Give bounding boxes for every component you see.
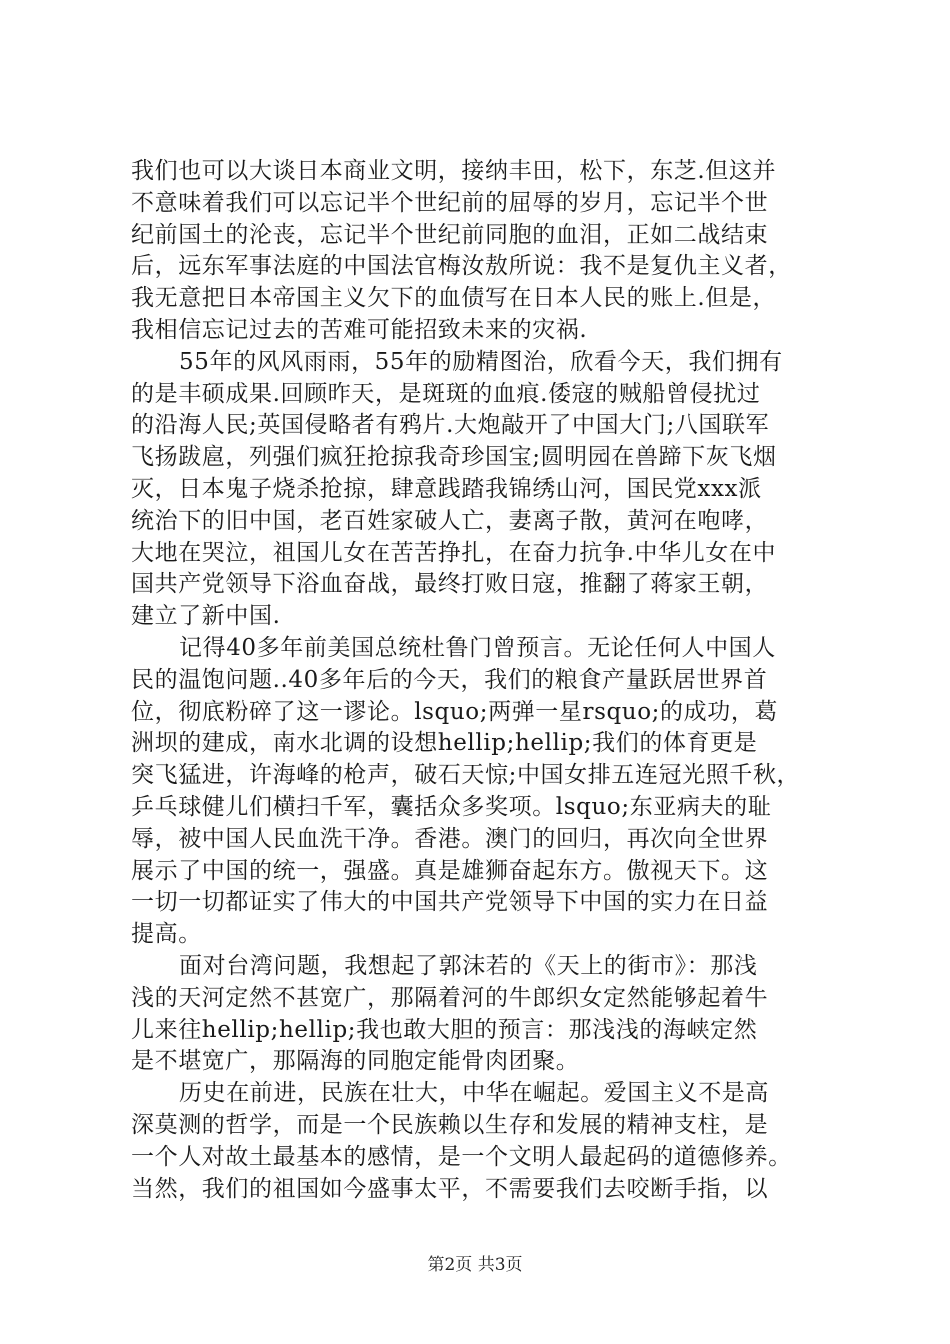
text-line: 浅的天河定然不甚宽广，那隔着河的牛郎织女定然能够起着牛 xyxy=(131,984,769,1011)
text-line: 一个人对故土最基本的感情，是一个文明人最起码的道德修养。 xyxy=(131,1143,792,1170)
text-line: 飞扬跋扈，列强们疯狂抢掠我奇珍国宝;圆明园在兽蹄下灰飞烟 xyxy=(131,444,777,471)
document-body xyxy=(131,156,831,1205)
text-line: 位，彻底粉碎了这一谬论。lsquo;两弹一星rsquo;的成功，葛 xyxy=(131,698,779,725)
text-line: 纪前国土的沦丧，忘记半个世纪前同胞的血泪，正如二战结束 xyxy=(131,221,769,248)
text-line: 我相信忘记过去的苦难可能招致未来的灾祸. xyxy=(131,316,588,343)
text-line: 一切一切都证实了伟大的中国共产党领导下中国的实力在日益 xyxy=(131,889,769,916)
text-line: 不意味着我们可以忘记半个世纪前的屈辱的岁月，忘记半个世 xyxy=(131,189,769,216)
text-line: 当然，我们的祖国如今盛事太平，不需要我们去咬断手指，以 xyxy=(131,1175,769,1202)
text-line: 历史在前进，民族在壮大，中华在崛起。爱国主义不是高 xyxy=(179,1080,769,1107)
text-line: 突飞猛进，许海峰的枪声，破石天惊;中国女排五连冠光照千秋， xyxy=(131,762,801,789)
text-line: 面对台湾问题，我想起了郭沫若的《天上的街市》：那浅 xyxy=(179,952,758,979)
text-line: 后，远东军事法庭的中国法官梅汝敖所说：我不是复仇主义者， xyxy=(131,253,792,280)
text-line: 展示了中国的统一，强盛。真是雄狮奋起东方。傲视天下。这 xyxy=(131,857,769,884)
paragraph-3 xyxy=(131,633,831,951)
text-line: 乒乓球健儿们横扫千军，囊括众多奖项。lsquo;东亚病夫的耻 xyxy=(131,793,772,820)
text-line: 55年的风风雨雨，55年的励精图治，欣看今天，我们拥有 xyxy=(179,348,783,375)
text-line: 提高。 xyxy=(131,921,202,948)
paragraph-4 xyxy=(131,951,831,1078)
text-line: 灭，日本鬼子烧杀抢掠，肆意践踏我锦绣山河，国民党xxx派 xyxy=(131,475,762,502)
text-line: 建立了新中国. xyxy=(131,603,281,630)
text-line: 儿来往hellip;hellip;我也敢大胆的预言：那浅浅的海峡定然 xyxy=(131,1016,758,1043)
text-line: 民的温饱问题..40多年后的今天，我们的粮食产量跃居世界首 xyxy=(131,666,768,693)
text-line: 的沿海人民;英国侵略者有鸦片.大炮敲开了中国大门;八国联军 xyxy=(131,412,770,439)
text-line: 的是丰硕成果.回顾昨天，是斑斑的血痕.倭寇的贼船曾侵扰过 xyxy=(131,380,761,407)
text-line: 我无意把日本帝国主义欠下的血债写在日本人民的账上.但是， xyxy=(131,285,777,312)
paragraph-5 xyxy=(131,1078,831,1205)
paragraph-2 xyxy=(131,347,831,633)
text-line: 国共产党领导下浴血奋战，最终打败日寇，推翻了蒋家王朝， xyxy=(131,571,769,598)
text-line: 深莫测的哲学，而是一个民族赖以生存和发展的精神支柱，是 xyxy=(131,1111,769,1138)
text-line: 统治下的旧中国，老百姓家破人亡，妻离子散，黄河在咆哮， xyxy=(131,507,769,534)
text-line: 记得40多年前美国总统杜鲁门曾预言。无论任何人中国人 xyxy=(179,634,776,661)
paragraph-1 xyxy=(131,156,831,347)
text-line: 辱，被中国人民血洗干净。香港。澳门的回归，再次向全世界 xyxy=(131,825,769,852)
text-line: 洲坝的建成，南水北调的设想hellip;hellip;我们的体育更是 xyxy=(131,730,758,757)
text-line: 大地在哭泣，祖国儿女在苦苦挣扎，在奋力抗争.中华儿女在中 xyxy=(131,539,777,566)
text-line: 我们也可以大谈日本商业文明，接纳丰田，松下，东芝.但这并 xyxy=(131,158,777,184)
text-line: 是不堪宽广，那隔海的同胞定能骨肉团聚。 xyxy=(131,1048,580,1075)
page-number-footer: 第2页 共3页 xyxy=(427,1255,523,1275)
